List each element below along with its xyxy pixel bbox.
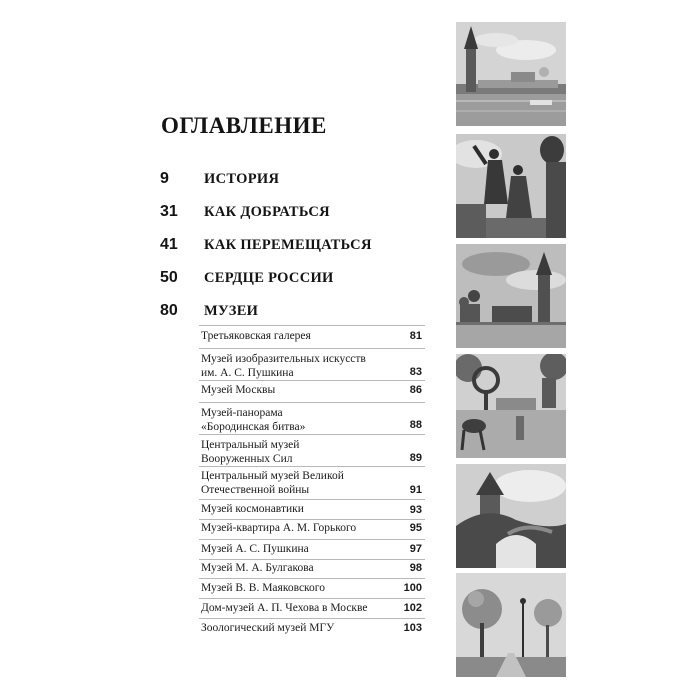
entry-line: им. А. С. Пушкина	[201, 367, 294, 379]
divider	[199, 578, 425, 579]
divider	[199, 499, 425, 500]
divider	[199, 348, 425, 349]
entry-line: Центральный музей Великой	[201, 470, 344, 482]
page-title: ОГЛАВЛЕНИЕ	[161, 113, 327, 138]
museum-entry-title[interactable]	[201, 581, 391, 595]
museum-entry-page: 100	[403, 582, 422, 594]
entry-line: Музей Москвы	[201, 384, 276, 396]
entry-line: Отечественной войны	[201, 484, 310, 496]
chapter-page-number: 80	[160, 302, 178, 319]
museum-entry-page: 97	[409, 543, 422, 555]
divider	[199, 380, 425, 381]
museum-entry-title[interactable]	[201, 438, 391, 466]
divider	[199, 598, 425, 599]
divider	[199, 559, 425, 560]
kremlin-river-photo	[456, 22, 566, 126]
museum-entry-page: 91	[409, 484, 422, 496]
minin-pozharsky-monument-photo	[456, 134, 566, 238]
chapter-page-number: 9	[160, 170, 169, 187]
entry-line: Музей М. А. Булгакова	[201, 562, 314, 574]
chapter-page-number: 31	[160, 203, 178, 220]
divider	[199, 402, 425, 403]
museum-entry-page: 88	[409, 419, 422, 431]
museum-entry-title[interactable]	[201, 601, 391, 615]
museum-entry-title[interactable]	[201, 329, 391, 343]
entry-line: Зоологический музей МГУ	[201, 622, 335, 634]
entry-line: Центральный музей	[201, 439, 300, 451]
museum-entry-page: 103	[403, 622, 422, 634]
entry-line: Дом-музей А. П. Чехова в Москве	[201, 602, 368, 614]
entry-line: Музей А. С. Пушкина	[201, 543, 309, 555]
chapter-title: КАК ПЕРЕМЕЩАТЬСЯ	[204, 237, 372, 253]
chapter-title: МУЗЕИ	[204, 303, 259, 319]
museum-entry-page: 95	[409, 522, 422, 534]
chapter-title: КАК ДОБРАТЬСЯ	[204, 204, 330, 220]
entry-line: Третьяковская галерея	[201, 330, 311, 342]
park-sculptures-photo	[456, 354, 566, 458]
entry-line: Музей изобразительных искусств	[201, 353, 366, 365]
divider	[199, 325, 425, 326]
museum-entry-title[interactable]	[201, 621, 391, 635]
museum-entry-page: 83	[409, 366, 422, 378]
entry-line: «Бородинская битва»	[201, 421, 306, 433]
divider	[199, 466, 425, 467]
museum-entry-title[interactable]	[201, 406, 391, 434]
museum-entry-page: 102	[403, 602, 422, 614]
museum-entry-page: 81	[409, 330, 422, 342]
museum-entry-title[interactable]	[201, 542, 391, 556]
park-alley-photo	[456, 573, 566, 677]
entry-line: Музей-квартира А. М. Горького	[201, 522, 357, 534]
divider	[199, 539, 425, 540]
museum-entry-title[interactable]	[201, 469, 391, 497]
museum-entry-title[interactable]	[201, 561, 391, 575]
museum-entry-page: 89	[409, 452, 422, 464]
entry-line: Музей-панорама	[201, 407, 283, 419]
museum-entry-page: 98	[409, 562, 422, 574]
chapter-page-number: 50	[160, 269, 178, 286]
divider	[199, 519, 425, 520]
entry-line: Музей В. В. Маяковского	[201, 582, 325, 594]
museum-entry-title[interactable]	[201, 383, 391, 397]
museum-entry-title[interactable]	[201, 521, 391, 535]
divider	[199, 618, 425, 619]
red-square-photo	[456, 244, 566, 348]
entry-line: Вооруженных Сил	[201, 453, 293, 465]
chapter-title: ИСТОРИЯ	[204, 171, 280, 187]
chapter-page-number: 41	[160, 236, 178, 253]
fairy-tale-gate-photo	[456, 464, 566, 568]
entry-line: Музей космонавтики	[201, 503, 304, 515]
divider	[199, 434, 425, 435]
museum-entry-page: 86	[409, 384, 422, 396]
museum-entry-title[interactable]	[201, 352, 391, 380]
chapter-title: СЕРДЦЕ РОССИИ	[204, 270, 334, 286]
museum-entry-page: 93	[409, 504, 422, 516]
museum-entry-title[interactable]	[201, 502, 391, 516]
